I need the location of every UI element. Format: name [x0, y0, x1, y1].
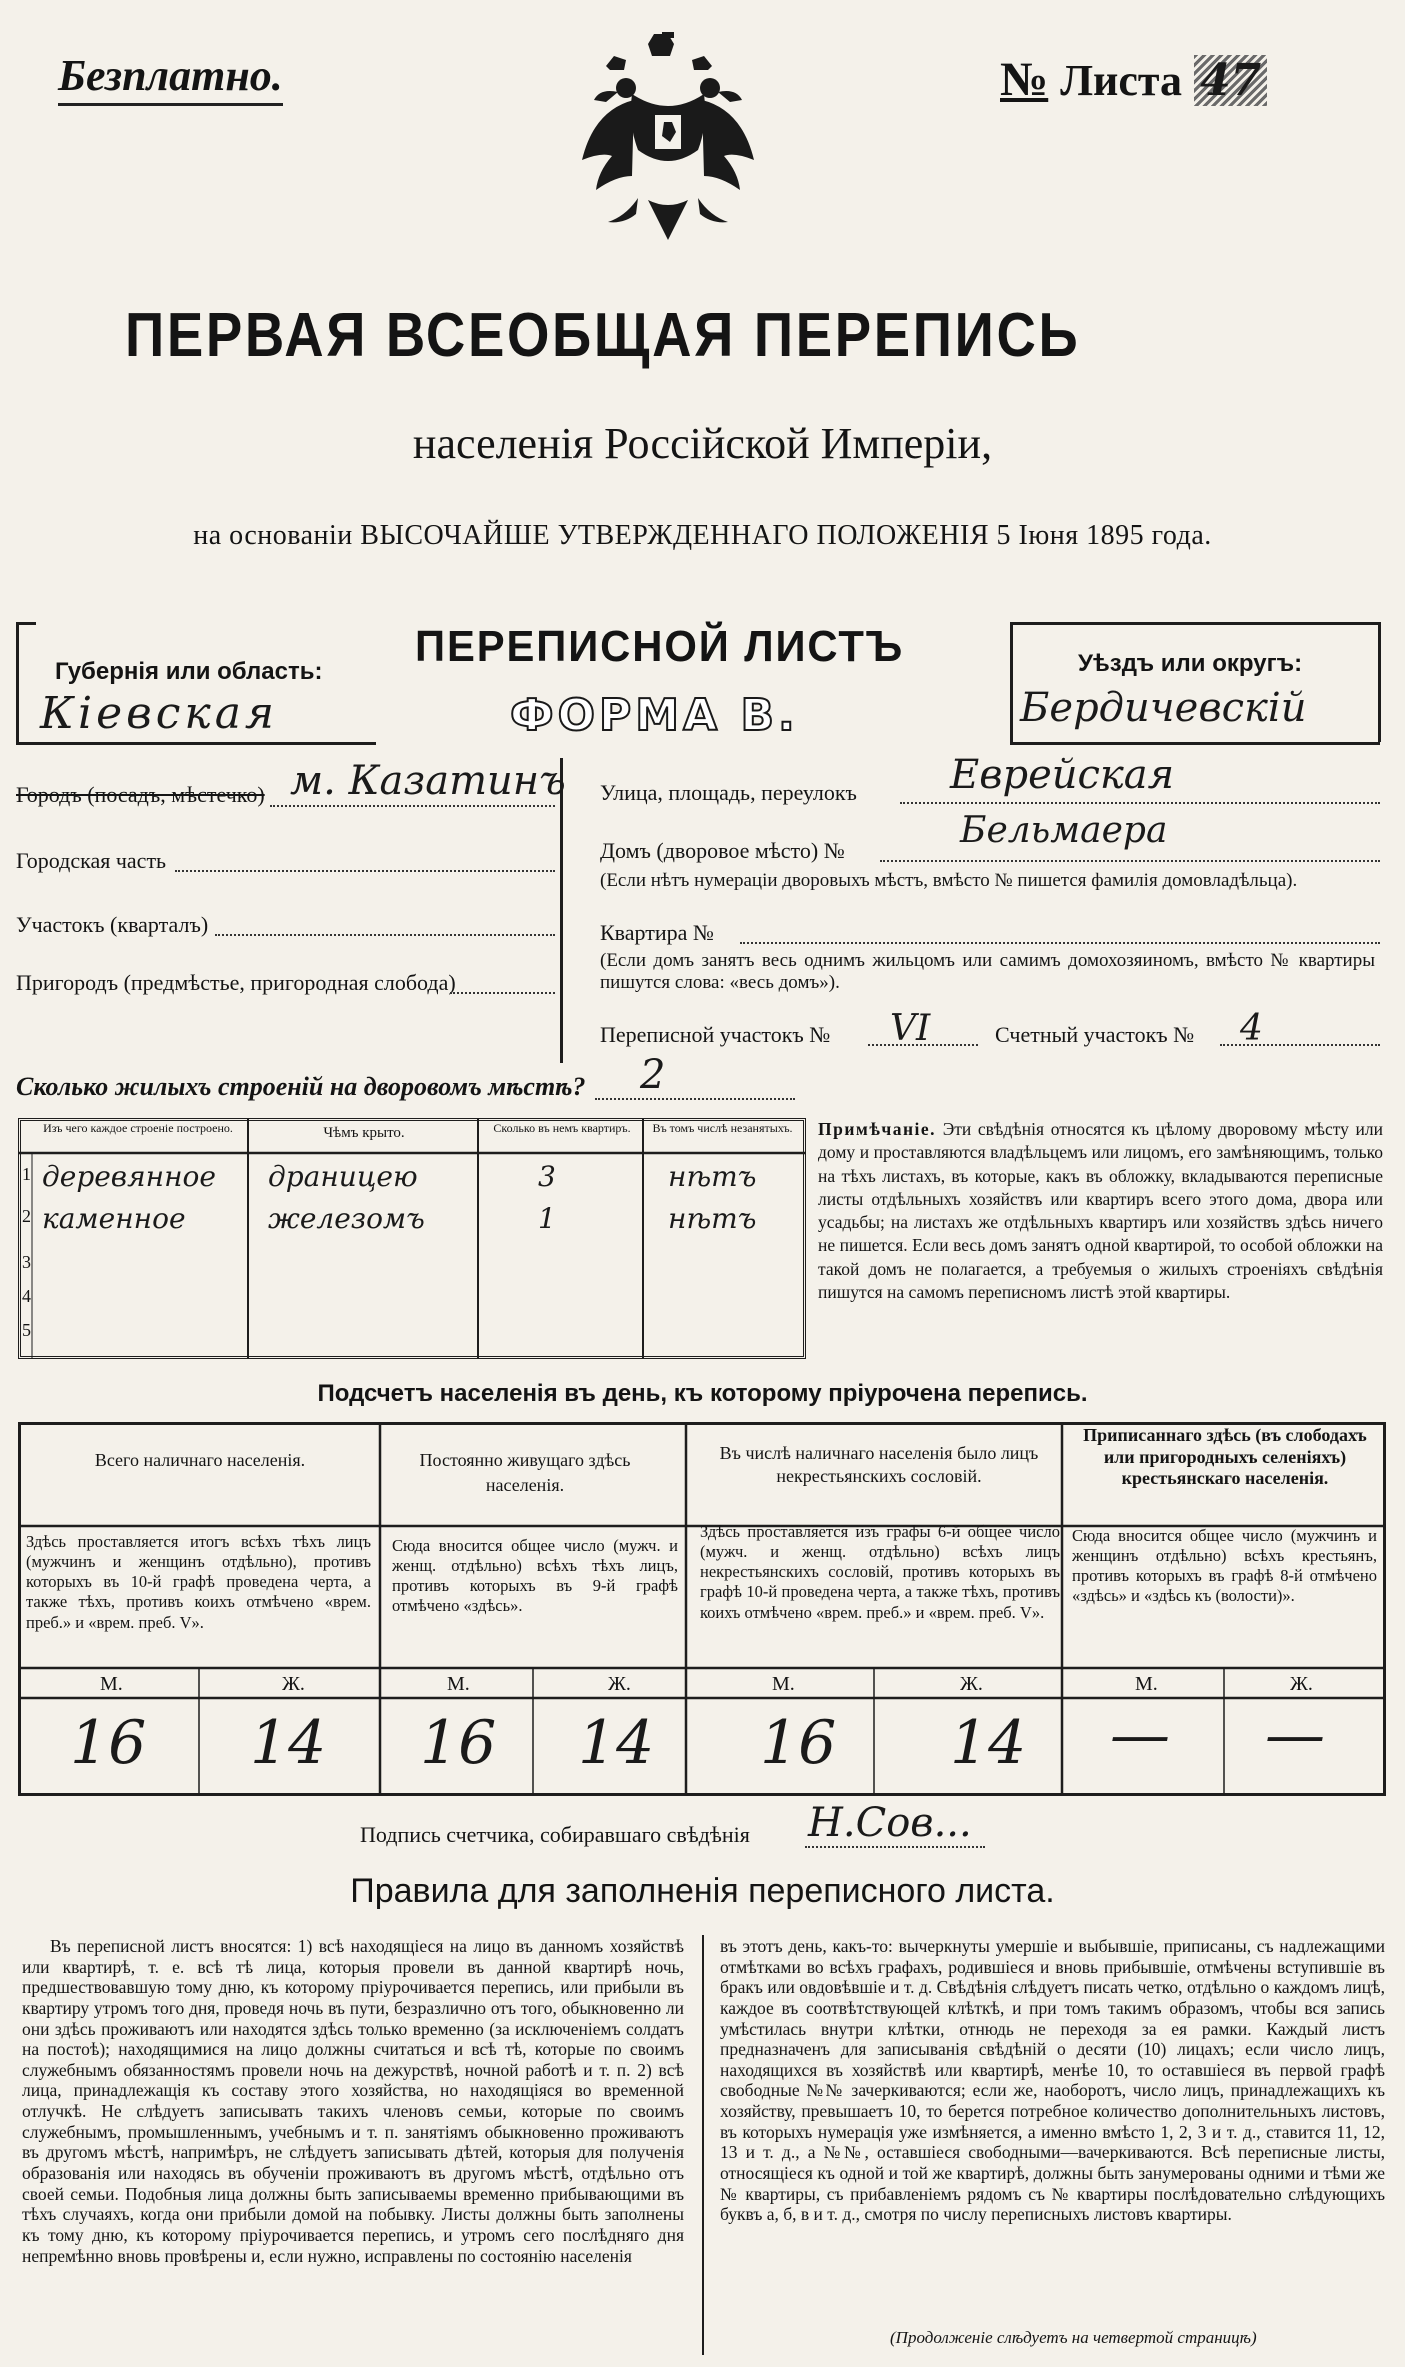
buildings-header-apts: Сколько въ немъ квартиръ.	[493, 1121, 631, 1135]
table-row	[18, 1160, 800, 1200]
row-apts: 1	[538, 1202, 556, 1235]
census-area-value: VI	[890, 1008, 931, 1049]
suburb-label: Пригородъ (предмѣстье, пригородная слобода)	[16, 970, 456, 995]
house-value: Бельмаера	[960, 810, 1168, 851]
house-label: Домъ (дворовое мѣсто) №	[600, 838, 845, 863]
row-number: 5	[22, 1320, 31, 1340]
rules-left-column: Въ переписной листъ вносятся: 1) всѣ находящіеся на лицо въ данномъ хозяйствѣ или квартирѣ, т. е. всѣ тѣ лица, которыя провели въ данной квартирѣ ночь, предшествовавшую тому дню, къ которому пріурочивается перепись, или прибыли въ квартиру утромъ того дня, проведя ночь въ пути, безразлично отъ того, обыкновенно ли они здѣсь проживаютъ или находятся здѣсь только временно (за исключеніемъ солдатъ на постоѣ); находящимися на лицо должны считаться и всѣ тѣ, которые по своимъ служебнымъ обязанностямъ провели ночь на дежурствѣ, ночной работѣ и т. п. 2) всѣ лица, принадлежащія къ составу этого хозяйства, но находящіяся во временной отлучкѣ. Не слѣдуетъ записывать такихъ членовъ семьи, которые по своимъ служебнымъ, промышленнымъ, учебнымъ и т. п. занятіямъ обыкновенно проживаютъ въ другомъ мѣстѣ, напримѣръ, не слѣдуетъ записывать дѣтей, которыя для полученія образованія или находясь въ обученіи проживаютъ въ другомъ мѣстѣ, отдѣльно отъ своей семьи. Подобныя лица должны быть записываемы временно прибывающими въ тѣхъ случаяхъ, когда они прибыли домой на побывку. Листы должны быть заполнены къ тому дню, къ которому пріурочивается перепись, и утромъ сего послѣдняго дня непремѣнно вновь провѣрены и, если нужно, исправлены по состоянію населенія	[22, 1936, 684, 2266]
apartment-note: (Если домъ занятъ весь однимъ жильцомъ или самимъ домохозяиномъ, вмѣсто № квартиры пишутся слова: «весь домъ»).	[600, 950, 1375, 993]
town-value: м. Казатинъ	[290, 758, 566, 804]
f-label: Ж.	[960, 1673, 983, 1695]
double-headed-eagle-emblem	[578, 30, 758, 260]
row-number: 3	[22, 1252, 31, 1272]
buildings-header-material: Изъ чего каждое строеніе построено.	[43, 1121, 233, 1135]
district-label: Уѣздъ или округъ:	[1078, 650, 1303, 677]
permanent-m-value: 16	[420, 1708, 497, 1778]
table-row	[18, 1250, 800, 1280]
row-material: каменное	[42, 1202, 186, 1235]
street-label: Улица, площадь, переулокъ	[600, 780, 857, 805]
legal-basis: на основаніи ВЫСОЧАЙШЕ УТВЕРЖДЕННАГО ПОЛОЖЕНІЯ 5 Іюня 1895 года.	[193, 520, 1212, 551]
count-head-permanent: Постоянно живущаго здѣсь населенія.	[419, 1450, 631, 1496]
count-area-label: Счетный участокъ №	[995, 1022, 1195, 1047]
table-row	[18, 1202, 800, 1242]
total-f-value: 14	[250, 1708, 327, 1778]
row-apts: 3	[538, 1160, 556, 1193]
signature-label: Подпись счетчика, собиравшаго свѣдѣнія	[360, 1822, 750, 1847]
buildings-answer: 2	[640, 1052, 666, 1098]
nonpeasant-m-value: 16	[760, 1708, 837, 1778]
district-value: Бердичевскій	[1020, 685, 1307, 731]
table-row	[18, 1284, 800, 1314]
row-number: 2	[22, 1206, 31, 1226]
row-empty: нѣтъ	[668, 1202, 757, 1235]
street-value: Еврейская	[950, 752, 1175, 798]
form-type: ФОРМА В.	[510, 690, 799, 741]
province-label: Губернія или область:	[55, 658, 323, 685]
sheet-number-value: 47	[1194, 55, 1267, 106]
main-title: ПЕРВАЯ ВСЕОБЩАЯ ПЕРЕПИСЬ	[125, 301, 1081, 370]
town-label: Городъ (посадъ, мѣстечко)	[16, 782, 265, 807]
province-value: Кіевская	[40, 688, 279, 739]
buildings-header-roof: Чѣмъ крыто.	[323, 1125, 405, 1141]
table-row	[18, 1318, 800, 1348]
f-label: Ж.	[282, 1673, 305, 1695]
buildings-question: Сколько жилыхъ строеній на дворовомъ мѣстѣ?	[16, 1072, 586, 1101]
house-note: (Если нѣтъ нумераціи дворовыхъ мѣстъ, вмѣсто № пишется фамилія домовладѣльца).	[600, 870, 1298, 891]
count-title: Подсчетъ населенія въ день, къ которому пріурочена перепись.	[317, 1380, 1088, 1407]
total-m-value: 16	[70, 1708, 147, 1778]
m-label: М.	[1135, 1673, 1158, 1695]
row-number: 1	[22, 1164, 31, 1184]
count-head-total: Всего наличнаго населенія.	[94, 1450, 306, 1470]
rules-right-column: въ этотъ день, какъ-то: вычеркнуты умершіе и выбывшіе, приписаны, съ надлежащими отмѣтками во всѣхъ графахъ, родившіеся и вновь прибывшіе, отмѣчены вступившіе въ бракъ или овдовѣвшіе и т. д. Свѣдѣнія слѣдуетъ писать четко, отдѣльно о каждомъ лицѣ, каждое въ соотвѣтствующей клѣткѣ, и при томъ такимъ образомъ, чтобы вся запись умѣстилась внутри клѣтки, отнюдь не переходя за ея рамки. Каждый листъ предназначенъ для записыванія свѣдѣній о десяти (10) лицахъ; если число лицъ, находящихся въ хозяйствѣ или квартирѣ, менѣе 10, то оставшіеся въ первой графѣ свободные №№ зачеркиваются; если же, наоборотъ, число лицъ, принадлежащихъ къ хозяйству, превышаетъ 10, то берется потребное количество дополнительныхъ листовъ, въ которыхъ нумерація уже измѣняется, а именно вмѣсто 1, 2, 3 и т. д., ставится 11, 12, 13 и т. д., а №№, оставшіеся свободными—вачеркиваются. Всѣ переписные листы, относящіеся къ одной и той же квартирѣ, должны быть занумерованы одними и тѣми же № квартиры, съ прибавленіемъ рядомъ съ № квартиры послѣдовательно слѣдующихъ буквъ а, б, в и т. д., смотря по числу переписныхъ листовъ квартиры.	[720, 1936, 1385, 2225]
count-head-nonpeasant: Въ числѣ наличнаго населенія было лицъ некрестьянскихъ сословій.	[719, 1443, 1039, 1487]
count-head-peasant: Приписаннаго здѣсь (въ слободахъ или пригородныхъ селеніяхъ) крестьянскаго населенія.	[1083, 1425, 1367, 1489]
rules-continued: (Продолженіе слѣдуетъ на четвертой страницѣ)	[890, 2328, 1257, 2347]
census-area-label: Переписной участокъ №	[600, 1022, 831, 1047]
f-label: Ж.	[608, 1673, 631, 1695]
permanent-f-value: 14	[578, 1708, 655, 1778]
form-name: ПЕРЕПИСНОЙ ЛИСТЪ	[415, 622, 905, 671]
rules-title: Правила для заполненія переписного листа.	[350, 1872, 1055, 1910]
count-desc-nonpeasant: Здѣсь проставляется изъ графы 6-й общее число (мужч. и женщ. отдѣльно) всѣхъ лицъ некрестьянскихъ сословій, противъ которыхъ въ графѣ 10-й проведена черта, а также тѣхъ, противъ коихъ отмѣчено «врем. преб.» и «врем. преб. V».	[700, 1522, 1060, 1622]
row-empty: нѣтъ	[668, 1160, 757, 1193]
buildings-note	[818, 1118, 1383, 1304]
block-label: Участокъ (кварталъ)	[16, 912, 209, 937]
row-roof: драницею	[268, 1160, 418, 1193]
buildings-header-empty: Въ томъ числѣ незанятыхъ.	[652, 1121, 793, 1135]
note-text: Эти свѣдѣнія относятся къ цѣлому дворовому мѣсту или дому и проставляются владѣльцемъ или лицомъ, его замѣняющимъ, только на тѣхъ листахъ, въ которые, какъ въ обложку, вкладываются переписные листы отдѣльныхъ хозяйствъ или квартиръ всего этого дома, двора или усадьбы; на листахъ же отдѣльныхъ квартиръ или хозяйствъ здѣсь ничего не пишется. Если весь домъ занятъ одной квартирой, то особой обложки на такой домъ не полагается, а требуемыя о жилыхъ строеніяхъ свѣдѣнія пишутся на самомъ переписномъ листѣ этой квартиры.	[818, 1119, 1384, 1302]
count-desc-peasant: Сюда вносится общее число (мужчинъ и женщинъ отдѣльно) всѣхъ крестьянъ, противъ которыхъ въ графѣ 8-й отмѣчено «здѣсь» и «здѣсь къ (волости)».	[1072, 1526, 1377, 1606]
m-label: М.	[100, 1673, 123, 1695]
subtitle: населенія Россійской Имперіи,	[412, 419, 993, 468]
m-label: М.	[772, 1673, 795, 1695]
note-title: Примѣчаніе.	[818, 1119, 937, 1139]
sheet-number: № Листа 47	[1000, 52, 1267, 107]
peasant-m-value: —	[1110, 1700, 1170, 1770]
peasant-f-value: —	[1265, 1700, 1325, 1770]
row-number: 4	[22, 1286, 31, 1306]
count-area-value: 4	[1240, 1008, 1263, 1049]
free-label: Безплатно.	[58, 50, 283, 106]
nonpeasant-f-value: 14	[950, 1708, 1027, 1778]
count-desc-permanent: Сюда вносится общее число (мужч. и женщ. отдѣльно) всѣхъ тѣхъ лицъ, противъ которыхъ въ 9-й графѣ отмѣчено «здѣсь».	[392, 1536, 678, 1616]
count-desc-total: Здѣсь проставляется итогъ всѣхъ тѣхъ лицъ (мужчинъ и женщинъ отдѣльно), противъ которыхъ въ 10-й графѣ проведена черта, а также тѣхъ, противъ коихъ отмѣчено «врем. преб.» и «врем. преб. V».	[26, 1532, 371, 1632]
town-field	[16, 782, 265, 808]
city-part-label: Городская часть	[16, 848, 167, 873]
m-label: М.	[447, 1673, 470, 1695]
row-roof: железомъ	[268, 1202, 425, 1235]
apartment-label: Квартира №	[600, 920, 714, 945]
signature-value: Н.Сов...	[808, 1800, 972, 1846]
row-material: деревянное	[42, 1160, 216, 1193]
f-label: Ж.	[1290, 1673, 1313, 1695]
